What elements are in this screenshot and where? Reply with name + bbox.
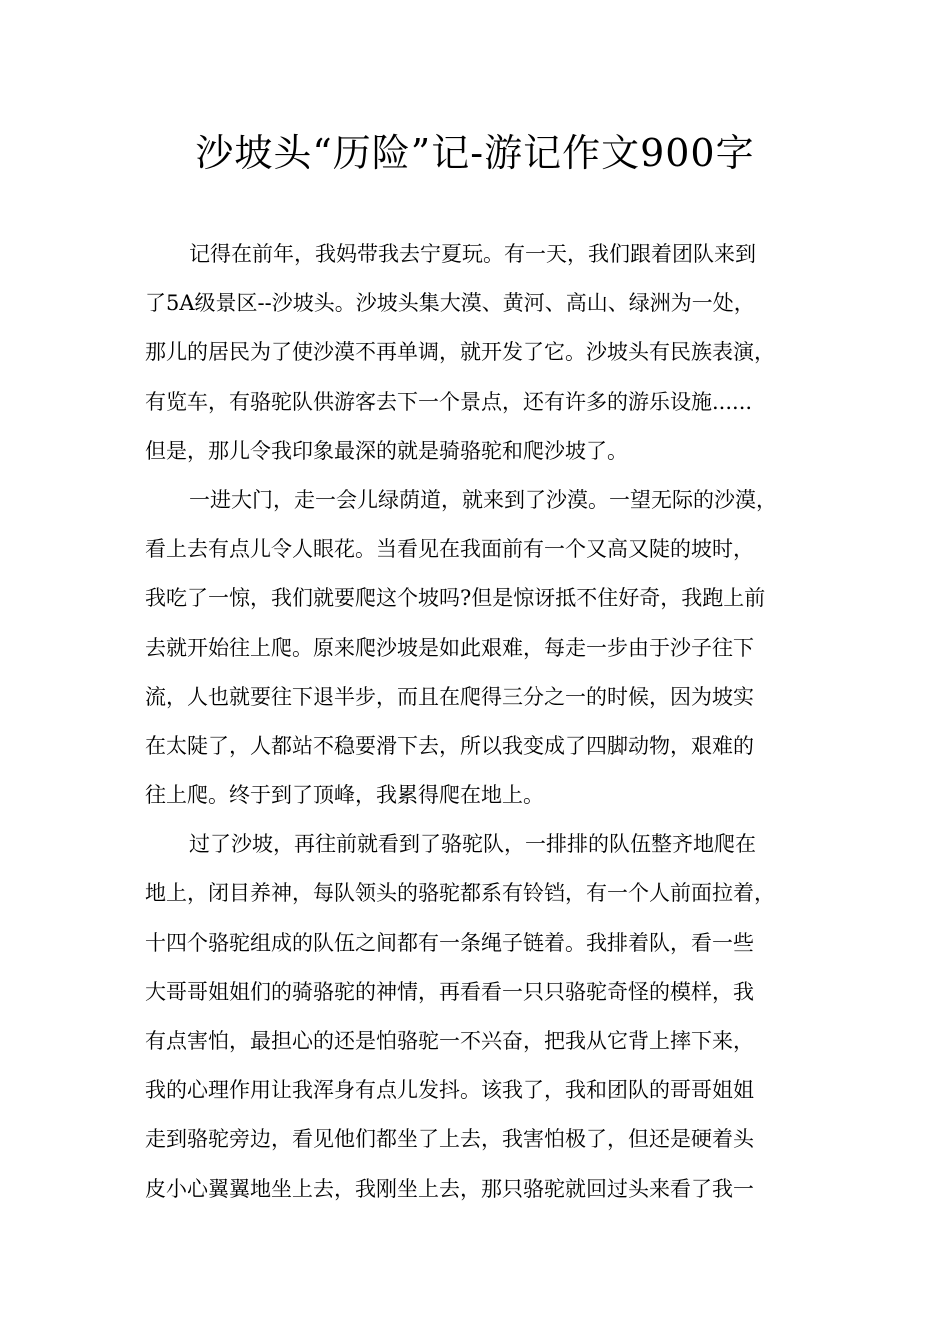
text-line: 流，人也就要往下退半步，而且在爬得三分之一的时候，因为坡实 [145,684,754,709]
text-line: 皮小心翼翼地坐上去，我刚坐上去，那只骆驼就回过头来看了我一 [145,1176,754,1201]
text-line: 但是，那儿令我印象最深的就是骑骆驼和爬沙坡了。 [145,438,628,463]
text-line: 看上去有点儿令人眼花。当看见在我面前有一个又高又陡的坡时， [145,537,754,562]
text-line: 那儿的居民为了使沙漠不再单调，就开发了它。沙坡头有民族表演， [145,340,775,365]
text-line: 记得在前年，我妈带我去宁夏玩。有一天，我们跟着团队来到 [189,242,756,266]
document-body [145,230,820,1214]
text-line: 大哥哥姐姐们的骑骆驼的神情，再看看一只只骆驼奇怪的模样，我 [145,979,754,1004]
document-title: 沙坡头“历险”记-游记作文900字 [195,131,755,175]
text-line: 有览车，有骆驼队供游客去下一个景点，还有许多的游乐设施...... [145,389,753,414]
paragraph-1 [145,230,820,476]
text-line: 十四个骆驼组成的队伍之间都有一条绳子链着。我排着队，看一些 [145,930,754,955]
text-line: 往上爬。终于到了顶峰，我累得爬在地上。 [145,783,544,808]
text-line: 一进大门，走一会儿绿荫道，就来到了沙漠。一望无际的沙漠， [189,487,777,512]
text-line: 过了沙坡，再往前就看到了骆驼队，一排排的队伍整齐地爬在 [189,832,756,857]
text-line: 我的心理作用让我浑身有点儿发抖。该我了，我和团队的哥哥姐姐 [145,1078,754,1103]
text-line: 走到骆驼旁边，看见他们都坐了上去，我害怕极了，但还是硬着头 [145,1127,754,1152]
text-line: 去就开始往上爬。原来爬沙坡是如此艰难，每走一步由于沙子往下 [145,635,754,660]
text-line: 有点害怕，最担心的还是怕骆驼一不兴奋，把我从它背上摔下来， [145,1029,754,1053]
text-line: 了5A级景区--沙坡头。沙坡头集大漠、黄河、高山、绿洲为一处， [145,291,755,316]
text-line: 在太陡了，人都站不稳要滑下去，所以我变成了四脚动物，艰难的 [145,733,754,758]
text-line: 地上，闭目养神，每队领头的骆驼都系有铃铛，有一个人前面拉着， [145,881,775,906]
text-line: 我吃了一惊，我们就要爬这个坡吗?但是惊讶抵不住好奇，我跑上前 [145,586,766,611]
paragraph-2 [145,476,820,820]
paragraph-3 [145,820,820,1214]
